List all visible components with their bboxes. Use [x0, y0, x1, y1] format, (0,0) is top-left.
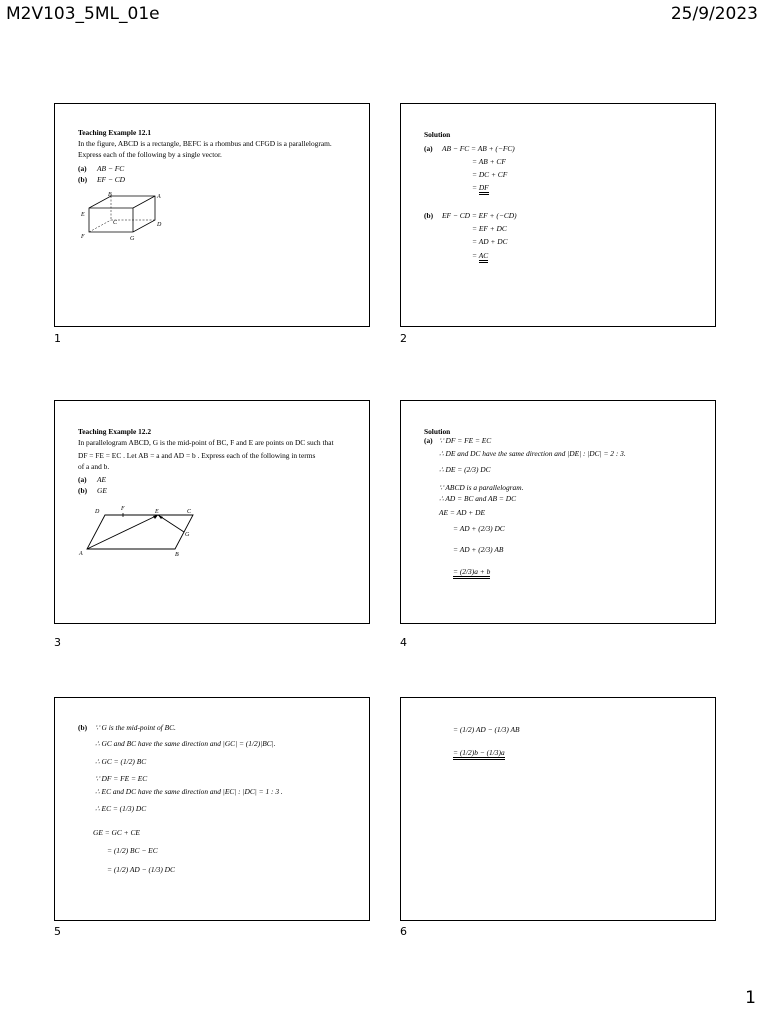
document-title: M2V103_5ML_01e: [6, 4, 160, 24]
solution-line: ∵ DF = FE = EC: [95, 774, 148, 783]
solution-line: = AD + DC: [472, 237, 508, 246]
problem-text: In the figure, ABCD is a rectangle, BEFC is a rhombus and CFGD is a parallelogram.: [78, 139, 332, 148]
fig-label: G: [185, 532, 190, 538]
solution-line: = DC + CF: [472, 170, 508, 179]
page-number: 1: [745, 988, 756, 1008]
solution-line: ∴ DE and DC have the same direction and |DE| : |DC| = 2 : 3.: [439, 449, 626, 458]
slide-4: [400, 400, 716, 624]
fig-label: A: [79, 551, 83, 557]
prism-figure: [75, 190, 175, 252]
fig-label: C: [113, 220, 118, 226]
fig-label: C: [187, 509, 192, 515]
problem-text: Express each of the following by a single vector.: [78, 150, 222, 159]
solution-line: ∵ ABCD is a parallelogram.: [439, 483, 524, 492]
part-expression: AE: [97, 475, 107, 484]
solution-line: ∵ G is the mid-point of BC.: [95, 723, 176, 732]
slide-1: [54, 103, 370, 327]
problem-text: of a and b.: [78, 462, 110, 471]
fig-label: F: [81, 234, 85, 240]
part-expression: AB − FC: [97, 164, 125, 173]
slide-5: [54, 697, 370, 921]
slide-number: 1: [54, 332, 61, 345]
fig-label: E: [155, 509, 159, 515]
solution-line: = AD + (2/3) DC: [453, 524, 505, 533]
parallelogram-figure: [75, 501, 205, 559]
part-expression: EF − CD: [97, 175, 125, 184]
part-label: (a): [424, 144, 433, 153]
part-label: (b): [78, 486, 88, 495]
fig-label: B: [175, 552, 179, 558]
part-label: (b): [424, 211, 434, 220]
part-label: (b): [78, 723, 88, 732]
slide-title: Solution: [424, 427, 451, 436]
solution-line: EF − CD = EF + (−CD): [442, 211, 517, 220]
slide-number: 2: [400, 332, 407, 345]
fig-label: D: [95, 509, 100, 515]
fig-label: D: [157, 222, 162, 228]
slide-title: Teaching Example 12.2: [78, 427, 152, 436]
slide-6: [400, 697, 716, 921]
solution-line: ∴ AD = BC and AB = DC: [439, 494, 517, 503]
slide-number: 4: [400, 636, 407, 649]
solution-line: = EF + DC: [472, 224, 507, 233]
solution-line: = DF: [472, 183, 489, 193]
fig-label: G: [130, 236, 135, 242]
solution-line: = AD + (2/3) AB: [453, 545, 504, 554]
part-label: (a): [78, 475, 87, 484]
slide-number: 5: [54, 925, 61, 938]
problem-text: In parallelogram ABCD, G is the mid-point of BC, F and E are points on DC such that: [78, 438, 334, 447]
solution-line: ∴ GC = (1/2) BC: [95, 757, 147, 766]
slide-number: 6: [400, 925, 407, 938]
final-answer: = (1/2)b − (1/3)a: [453, 748, 505, 758]
part-label: (a): [424, 436, 433, 445]
fig-label: E: [81, 212, 85, 218]
solution-line: = AC: [472, 251, 488, 261]
part-label: (a): [78, 164, 87, 173]
slide-3: [54, 400, 370, 624]
solution-line: AB − FC = AB + (−FC): [442, 144, 515, 153]
solution-line: ∴ EC and DC have the same direction and |EC| : |DC| = 1 : 3 .: [95, 787, 283, 796]
solution-line: ∵ DF = FE = EC: [439, 436, 492, 445]
solution-line: ∴ EC = (1/3) DC: [95, 804, 147, 813]
solution-line: ∴ DE = (2/3) DC: [439, 465, 491, 474]
solution-line: GE = GC + CE: [93, 828, 140, 837]
solution-line: = AB + CF: [472, 157, 506, 166]
fig-label: B: [108, 192, 112, 198]
final-answer: = (2/3)a + b: [453, 567, 490, 577]
document-date: 25/9/2023: [670, 4, 758, 24]
fig-label: A: [157, 194, 161, 200]
slide-title: Solution: [424, 130, 451, 139]
solution-line: ∴ GC and BC have the same direction and |GC| = (1/2)|BC|.: [95, 739, 276, 748]
slide-number: 3: [54, 636, 61, 649]
final-answer: DF: [479, 183, 489, 195]
part-label: (b): [78, 175, 88, 184]
solution-line: AE = AD + DE: [439, 508, 485, 517]
solution-line: = (1/2) BC − EC: [107, 846, 158, 855]
slide-2: [400, 103, 716, 327]
fig-label: F: [121, 506, 125, 512]
solution-line: = (1/2) AD − (1/3) AB: [453, 725, 520, 734]
solution-line: = (1/2) AD − (1/3) DC: [107, 865, 175, 874]
problem-text: DF = FE = EC . Let AB = a and AD = b . Express each of the following in terms: [78, 451, 316, 460]
slide-title: Teaching Example 12.1: [78, 128, 152, 137]
part-expression: GE: [97, 486, 107, 495]
final-answer: AC: [479, 251, 488, 263]
